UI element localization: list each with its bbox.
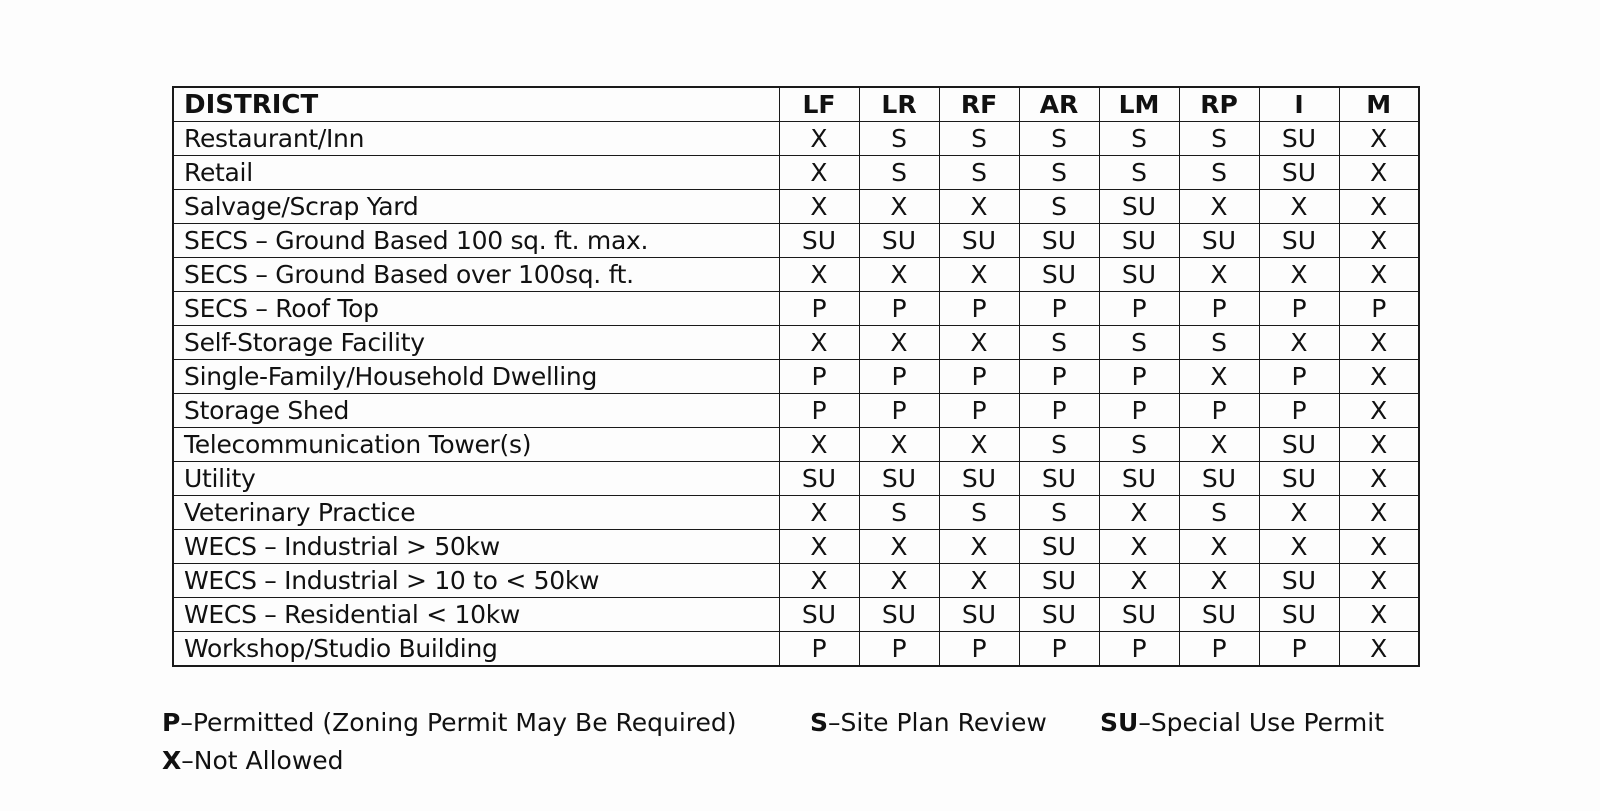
permission-cell: X [1339,632,1419,667]
land-use-label: Retail [173,156,779,190]
permission-cell: SU [859,462,939,496]
permission-cell: S [859,122,939,156]
permission-cell: X [939,428,1019,462]
permission-cell: X [779,190,859,224]
permission-cell: X [1099,496,1179,530]
zoning-use-table [172,86,1420,667]
permission-cell: P [859,292,939,326]
permission-cell: X [1339,564,1419,598]
permission-cell: X [1099,530,1179,564]
permission-cell: P [859,360,939,394]
zone-column-header: AR [1019,87,1099,122]
permission-cell: P [859,394,939,428]
permission-cell: SU [1099,224,1179,258]
zone-column-header: RP [1179,87,1259,122]
permission-cell: SU [939,462,1019,496]
permission-cell: SU [939,224,1019,258]
permission-cell: X [1179,564,1259,598]
permission-cell: X [779,156,859,190]
permission-cell: S [1099,326,1179,360]
permission-cell: S [1019,122,1099,156]
land-use-label: Utility [173,462,779,496]
permission-cell: X [1339,190,1419,224]
permission-cell: X [779,428,859,462]
permission-cell: S [939,156,1019,190]
land-use-label: SECS – Ground Based over 100sq. ft. [173,258,779,292]
permission-cell: SU [1179,462,1259,496]
legend-code-su: SU [1100,708,1139,737]
table-row [173,258,1419,292]
permission-cell: P [1099,394,1179,428]
permission-cell: S [1019,190,1099,224]
permission-cell: SU [779,462,859,496]
permission-cell: X [779,530,859,564]
legend-site-plan [810,708,1047,737]
permission-cell: X [1339,326,1419,360]
permission-cell: X [1259,326,1339,360]
permission-cell: X [859,428,939,462]
legend-code-p: P [162,708,181,737]
permission-cell: X [1099,564,1179,598]
permission-cell: S [859,156,939,190]
permission-cell: P [1019,360,1099,394]
permission-cell: SU [859,224,939,258]
permission-cell: X [1259,258,1339,292]
permission-cell: X [1339,224,1419,258]
zone-column-header: RF [939,87,1019,122]
table-body [173,122,1419,667]
permission-cell: S [1099,428,1179,462]
permission-cell: X [1259,496,1339,530]
land-use-label: WECS – Industrial > 50kw [173,530,779,564]
permission-cell: X [1259,530,1339,564]
table-row [173,190,1419,224]
table-row [173,156,1419,190]
land-use-label: Restaurant/Inn [173,122,779,156]
zone-column-header: LM [1099,87,1179,122]
land-use-label: Self-Storage Facility [173,326,779,360]
permission-cell: SU [779,224,859,258]
legend-special-use [1100,708,1384,737]
permission-cell: P [1099,632,1179,667]
permission-cell: P [1259,394,1339,428]
table-row [173,564,1419,598]
permission-cell: X [859,564,939,598]
permission-cell: X [1339,394,1419,428]
permission-cell: S [939,122,1019,156]
table-row [173,496,1419,530]
legend-code-x: X [162,746,182,775]
legend-text-s: –Site Plan Review [828,708,1047,737]
permission-cell: X [859,258,939,292]
permission-cell: X [859,326,939,360]
permission-cell: X [1179,530,1259,564]
permission-cell: S [1019,326,1099,360]
land-use-label: Single-Family/Household Dwelling [173,360,779,394]
permission-cell: SU [1099,598,1179,632]
permission-cell: X [1339,530,1419,564]
legend-text-su: –Special Use Permit [1138,708,1384,737]
table-row [173,326,1419,360]
land-use-label: SECS – Ground Based 100 sq. ft. max. [173,224,779,258]
permission-cell: X [1339,428,1419,462]
permission-cell: P [1099,292,1179,326]
permission-cell: SU [1019,564,1099,598]
table-row [173,394,1419,428]
permission-cell: SU [1099,190,1179,224]
permission-cell: P [939,292,1019,326]
table-row [173,632,1419,667]
permission-cell: X [859,190,939,224]
table-header-row [173,87,1419,122]
land-use-label: SECS – Roof Top [173,292,779,326]
permission-cell: S [1019,428,1099,462]
permission-cell: S [1179,156,1259,190]
permission-cell: SU [1259,598,1339,632]
permission-cell: X [779,326,859,360]
permission-cell: S [1099,156,1179,190]
permission-cell: P [1259,292,1339,326]
permission-cell: X [1179,258,1259,292]
permission-cell: S [1179,122,1259,156]
permission-cell: S [939,496,1019,530]
permission-cell: X [1339,360,1419,394]
permission-cell: P [1019,292,1099,326]
permission-cell: P [779,292,859,326]
zone-column-header: I [1259,87,1339,122]
land-use-label: WECS – Residential < 10kw [173,598,779,632]
permission-cell: X [1339,156,1419,190]
permission-cell: X [1339,598,1419,632]
legend-not-allowed [162,746,344,775]
permission-cell: SU [1019,258,1099,292]
legend-text-p: –Permitted (Zoning Permit May Be Required) [180,708,737,737]
land-use-label: Salvage/Scrap Yard [173,190,779,224]
permission-cell: P [1019,394,1099,428]
zone-column-header: LR [859,87,939,122]
permission-cell: P [859,632,939,667]
permission-cell: S [1019,156,1099,190]
permission-cell: S [859,496,939,530]
district-header: DISTRICT [173,87,779,122]
permission-cell: P [1259,632,1339,667]
permission-cell: SU [1099,258,1179,292]
permission-cell: X [939,258,1019,292]
land-use-label: Workshop/Studio Building [173,632,779,667]
permission-cell: SU [1259,428,1339,462]
permission-cell: P [1099,360,1179,394]
land-use-label: Telecommunication Tower(s) [173,428,779,462]
permission-cell: X [939,564,1019,598]
permission-cell: P [779,360,859,394]
permission-cell: X [1179,360,1259,394]
table-row [173,462,1419,496]
zone-column-header: LF [779,87,859,122]
permission-cell: X [1339,258,1419,292]
land-use-label: WECS – Industrial > 10 to < 50kw [173,564,779,598]
permission-cell: P [939,360,1019,394]
zone-column-header: M [1339,87,1419,122]
table-row [173,292,1419,326]
permission-cell: SU [1259,122,1339,156]
permission-cell: P [1339,292,1419,326]
permission-cell: X [939,530,1019,564]
permission-cell: S [1179,326,1259,360]
permission-cell: X [1259,190,1339,224]
legend-permitted [162,708,737,737]
permission-cell: S [1179,496,1259,530]
permission-cell: SU [1259,564,1339,598]
table-row [173,598,1419,632]
permission-cell: X [1339,462,1419,496]
permission-cell: X [859,530,939,564]
permission-cell: S [1019,496,1099,530]
permission-cell: P [779,394,859,428]
table-row [173,224,1419,258]
permission-cell: X [1339,496,1419,530]
permission-cell: P [939,632,1019,667]
land-use-label: Storage Shed [173,394,779,428]
permission-cell: SU [1099,462,1179,496]
permission-cell: P [1259,360,1339,394]
permission-cell: X [779,496,859,530]
legend-text-x: –Not Allowed [181,746,344,775]
permission-cell: X [1179,428,1259,462]
permission-cell: P [1179,632,1259,667]
permission-cell: P [1179,292,1259,326]
permission-cell: X [939,190,1019,224]
permission-cell: X [1339,122,1419,156]
permission-cell: P [1179,394,1259,428]
permission-cell: SU [1019,530,1099,564]
permission-cell: SU [1019,462,1099,496]
permission-cell: X [939,326,1019,360]
permission-cell: SU [1179,598,1259,632]
permission-cell: X [779,564,859,598]
table-row [173,122,1419,156]
table-row [173,360,1419,394]
permission-cell: SU [779,598,859,632]
permission-cell: X [779,122,859,156]
permission-cell: SU [1259,156,1339,190]
permission-cell: SU [939,598,1019,632]
permission-cell: P [779,632,859,667]
permission-cell: P [1019,632,1099,667]
permission-cell: SU [1259,224,1339,258]
legend-code-s: S [810,708,829,737]
permission-cell: SU [859,598,939,632]
land-use-label: Veterinary Practice [173,496,779,530]
permission-cell: SU [1019,598,1099,632]
permission-cell: SU [1019,224,1099,258]
permission-cell: SU [1179,224,1259,258]
permission-cell: P [939,394,1019,428]
permission-cell: S [1099,122,1179,156]
table-row [173,428,1419,462]
table-row [173,530,1419,564]
permission-cell: X [779,258,859,292]
permission-cell: X [1179,190,1259,224]
permission-cell: SU [1259,462,1339,496]
